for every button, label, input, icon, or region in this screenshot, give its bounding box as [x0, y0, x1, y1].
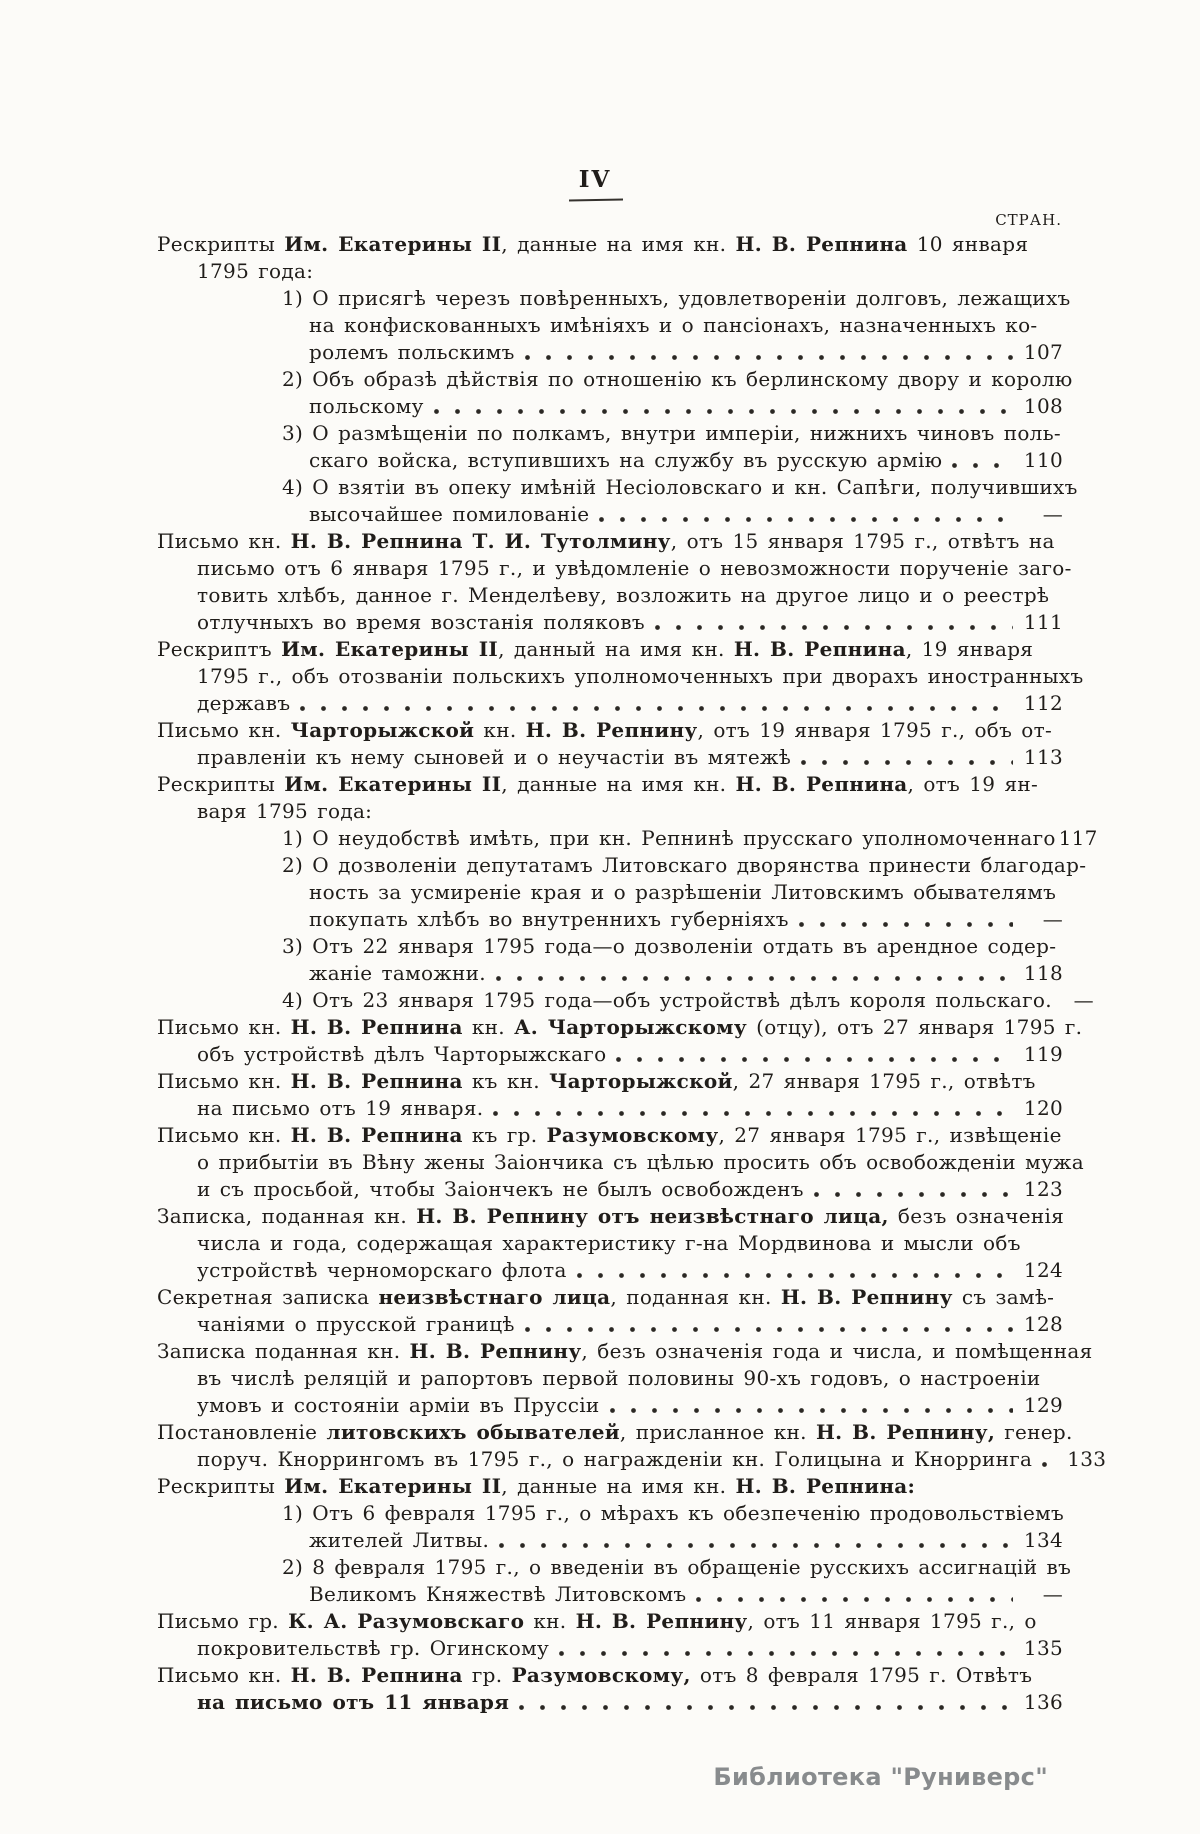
toc-text: умовъ и состояніи арміи въ Пруссіи [197, 1393, 600, 1417]
toc-line [157, 717, 1063, 744]
folio-number: IV [578, 166, 612, 193]
page-number: 135 [1023, 1636, 1063, 1660]
toc-line [197, 1230, 1063, 1257]
page-number: 119 [1023, 1042, 1063, 1066]
dot-leader [599, 516, 1013, 523]
toc-text: на конфискованныхъ имѣніяхъ и о пансіонахъ, назначенныхъ ко- [309, 313, 1038, 337]
dot-leader [1042, 1461, 1056, 1468]
toc-text: правленіи къ нему сыновей и о неучастіи въ мятежѣ [197, 745, 792, 769]
dot-leader [814, 1191, 1013, 1198]
toc-text: покровительствѣ гр. Огинскому [197, 1636, 550, 1660]
toc-text: жаніе таможни. [309, 961, 486, 985]
dot-leader [577, 1272, 1013, 1279]
toc-text: Письмо кн. Н. В. Репнина гр. Разумовскому, отъ 8 февраля 1795 г. Отвѣтъ [157, 1663, 1033, 1687]
library-watermark: Библиотека "Руниверс" [713, 1763, 1048, 1791]
toc-text: Записка, поданная кн. Н. В. Репнину отъ неизвѣстнаго лица, безъ означенія [157, 1204, 1065, 1228]
toc-line [157, 1284, 1063, 1311]
toc-line [197, 1635, 1063, 1662]
toc-line [197, 744, 1063, 771]
toc-text: жителей Литвы. [309, 1528, 490, 1552]
page-number: — [1042, 502, 1063, 526]
toc-line [309, 447, 1063, 474]
toc-line [309, 960, 1063, 987]
page-number: 123 [1023, 1177, 1063, 1201]
dot-leader [559, 1650, 1013, 1657]
toc-line [157, 1419, 1073, 1446]
toc-text: Записка поданная кн. Н. В. Репнину, безъ означенія года и числа, и помѣщенная [157, 1339, 1093, 1363]
page-number: 107 [1023, 340, 1063, 364]
page-column-header: СТРАН. [995, 211, 1062, 229]
toc-text: поруч. Кноррингомъ въ 1795 г., о награжденіи кн. Голицына и Кнорринга [197, 1447, 1033, 1471]
page-number: 112 [1023, 691, 1063, 715]
toc-text: скаго войска, вступившихъ на службу въ русскую армію [309, 448, 943, 472]
toc-text: Рескрипты Им. Екатерины II, данные на имя кн. Н. В. Репнина: [157, 1474, 916, 1498]
dot-leader [655, 624, 1013, 631]
toc-line [309, 879, 1063, 906]
toc-text: въ числѣ реляцій и рапортовъ первой половины 90-хъ годовъ, о настроеніи [197, 1366, 1041, 1390]
toc-line [157, 231, 1063, 258]
folio-underline [569, 199, 623, 202]
toc-text: 2) 8 февраля 1795 г., о введеніи въ обращеніе русскихъ ассигнацій въ [282, 1555, 1072, 1579]
dot-leader [801, 759, 1013, 766]
toc-line [157, 771, 1063, 798]
toc-line [197, 1392, 1063, 1419]
page-number: 108 [1023, 394, 1063, 418]
toc-text: товить хлѣбъ, данное г. Менделѣеву, возложить на другое лицо и о реестрѣ [197, 583, 1050, 607]
toc-text: числа и года, содержащая характеристику г-на Мордвинова и мысли объ [197, 1231, 1021, 1255]
toc-line [197, 555, 1072, 582]
toc-line [157, 1014, 1083, 1041]
toc-text: ность за усмиреніе края и о разрѣшеніи Литовскимъ обывателямъ [309, 880, 1057, 904]
toc-line [197, 609, 1063, 636]
toc-line [157, 1122, 1063, 1149]
toc-line [282, 285, 1071, 312]
dot-leader [616, 1056, 1013, 1063]
toc-line [309, 393, 1063, 420]
dot-leader [493, 1110, 1013, 1117]
toc-text: варя 1795 года: [197, 799, 373, 823]
toc-text: на письмо отъ 19 января. [197, 1096, 484, 1120]
toc-line [197, 582, 1063, 609]
toc-text: 4) О взятіи въ опеку имѣній Несіоловскаго и кн. Сапѣги, получившихъ [282, 475, 1078, 499]
toc-line [282, 366, 1073, 393]
dot-leader [519, 1704, 1013, 1711]
toc-text: 2) Объ образѣ дѣйствія по отношенію къ берлинскому двору и королю [282, 367, 1073, 391]
toc-text: польскому [309, 394, 424, 418]
toc-line [157, 1338, 1093, 1365]
toc-line [309, 312, 1063, 339]
toc-text: и съ просьбой, чтобы Заіончекъ не былъ освобожденъ [197, 1177, 804, 1201]
toc-line [282, 1554, 1072, 1581]
page-number: — [1042, 907, 1063, 931]
toc-text: на письмо отъ 11 января [197, 1690, 510, 1714]
toc-line [282, 1500, 1063, 1527]
dot-leader [952, 462, 1013, 469]
toc-line [282, 852, 1087, 879]
page-number: 120 [1023, 1096, 1063, 1120]
toc-line [197, 1257, 1063, 1284]
toc-text: о прибытіи въ Вѣну жены Заіончика съ цѣлью просить объ освобожденіи мужа [197, 1150, 1084, 1174]
toc-text: устройствѣ черноморскаго флота [197, 1258, 567, 1282]
toc-text: 1) О неудобствѣ имѣть, при кн. Репнинѣ прусскаго уполномоченнаго [282, 826, 1056, 850]
toc-text: высочайшее помилованіе [309, 502, 590, 526]
toc-line [309, 906, 1063, 933]
page-number: — [1042, 1582, 1063, 1606]
toc-text: 3) Отъ 22 января 1795 года—о дозволеніи отдать въ арендное содер- [282, 934, 1057, 958]
toc-line [157, 1662, 1063, 1689]
toc-text: покупать хлѣбъ во внутреннихъ губерніяхъ [309, 907, 789, 931]
toc-text: Письмо кн. Н. В. Репнина къ кн. Чарторыжской, 27 января 1795 г., отвѣтъ [157, 1069, 1036, 1093]
toc-line [282, 825, 1098, 852]
toc-text: Письмо кн. Н. В. Репнина кн. А. Чарторыжскому (отцу), отъ 27 января 1795 г. [157, 1015, 1083, 1039]
toc-text: отлучныхъ во время возстанія поляковъ [197, 610, 645, 634]
toc-line [309, 339, 1063, 366]
toc-line [157, 1608, 1063, 1635]
toc-text: чаніями о прусской границѣ [197, 1312, 515, 1336]
toc-line [282, 933, 1063, 960]
toc-text: Письмо кн. Н. В. Репнина къ гр. Разумовскому, 27 января 1795 г., извѣщеніе [157, 1123, 1062, 1147]
toc-text: Письмо гр. К. А. Разумовскаго кн. Н. В. Репнину, отъ 11 января 1795 г., о [157, 1609, 1037, 1633]
toc-line [157, 1068, 1063, 1095]
page-number: 129 [1023, 1393, 1063, 1417]
toc-line [197, 1689, 1063, 1716]
toc-text: Письмо кн. Чарторыжской кн. Н. В. Репнину, отъ 19 января 1795 г., объ от- [157, 718, 1053, 742]
toc-text: державъ [197, 691, 291, 715]
toc-line [282, 474, 1078, 501]
toc-line [157, 528, 1063, 555]
toc-text: 1) О присягѣ черезъ повѣренныхъ, удовлетвореніи долговъ, лежащихъ [282, 286, 1071, 310]
page-number: 136 [1023, 1690, 1063, 1714]
dot-leader [799, 921, 1013, 928]
toc-text: Рескрипты Им. Екатерины II, данные на имя кн. Н. В. Репнина, отъ 19 ян- [157, 772, 1039, 796]
toc-text: объ устройствѣ дѣлъ Чарторыжскаго [197, 1042, 607, 1066]
toc-text: Письмо кн. Н. В. Репнина Т. И. Тутолмину, отъ 15 января 1795 г., отвѣтъ на [157, 529, 1055, 553]
toc-line [197, 1149, 1084, 1176]
dot-leader [496, 975, 1013, 982]
dot-leader [525, 354, 1013, 361]
toc-line [282, 987, 1094, 1014]
dot-leader [610, 1407, 1013, 1414]
toc-line [197, 1176, 1063, 1203]
toc-line [197, 1446, 1107, 1473]
toc-text: Постановленіе литовскихъ обывателей, присланное кн. Н. В. Репнину, генер. [157, 1420, 1073, 1444]
toc-line [157, 636, 1063, 663]
page-number: — [1073, 988, 1094, 1012]
page-number: 118 [1023, 961, 1063, 985]
toc-line [309, 1581, 1063, 1608]
page-number: 113 [1023, 745, 1063, 769]
toc-line [157, 1473, 1063, 1500]
page-number: 117 [1058, 826, 1098, 850]
toc-line [309, 1527, 1063, 1554]
dot-leader [434, 408, 1013, 415]
toc-text: письмо отъ 6 января 1795 г., и увѣдомленіе о невозможности порученіе заго- [197, 556, 1072, 580]
page-number: 128 [1023, 1312, 1063, 1336]
toc [157, 231, 1107, 1716]
toc-text: ролемъ польскимъ [309, 340, 515, 364]
toc-line [197, 1095, 1063, 1122]
dot-leader [525, 1326, 1013, 1333]
toc-text: 3) О размѣщеніи по полкамъ, внутри имперіи, нижнихъ чиновъ поль- [282, 421, 1061, 445]
toc-text: 1) Отъ 6 февраля 1795 г., о мѣрахъ къ обезпеченію продовольствіемъ [282, 1501, 1064, 1525]
toc-text: 1795 года: [197, 259, 314, 283]
toc-text: Секретная записка неизвѣстнаго лица, поданная кн. Н. В. Репнину съ замѣ- [157, 1285, 1055, 1309]
dot-leader [499, 1542, 1013, 1549]
toc-line [197, 798, 1063, 825]
toc-line [197, 1041, 1063, 1068]
page-number: 133 [1067, 1447, 1107, 1471]
toc-text: Рескриптъ Им. Екатерины II, данный на имя кн. Н. В. Репнина, 19 января [157, 637, 1034, 661]
dot-leader [696, 1596, 1013, 1603]
toc-line [309, 501, 1063, 528]
page-number: 134 [1023, 1528, 1063, 1552]
toc-text: Великомъ Княжествѣ Литовскомъ [309, 1582, 687, 1606]
toc-line [197, 1365, 1063, 1392]
toc-line [197, 690, 1063, 717]
toc-text: 4) Отъ 23 января 1795 года—объ устройствѣ дѣлъ короля польскаго. [282, 988, 1052, 1012]
toc-line [197, 663, 1084, 690]
toc-line [157, 1203, 1063, 1230]
toc-line [197, 1311, 1063, 1338]
toc-text: 2) О дозволеніи депутатамъ Литовскаго дворянства принести благодар- [282, 853, 1087, 877]
toc-text: Рескрипты Им. Екатерины II, данные на имя кн. Н. В. Репнина 10 января [157, 232, 1029, 256]
toc-line [282, 420, 1063, 447]
toc-line [197, 258, 1063, 285]
dot-leader [300, 705, 1013, 712]
page-number: 111 [1023, 610, 1063, 634]
toc-text: 1795 г., объ отозваніи польскихъ уполномоченныхъ при дворахъ иностранныхъ [197, 664, 1084, 688]
page-number: 110 [1023, 448, 1063, 472]
page-number: 124 [1023, 1258, 1063, 1282]
